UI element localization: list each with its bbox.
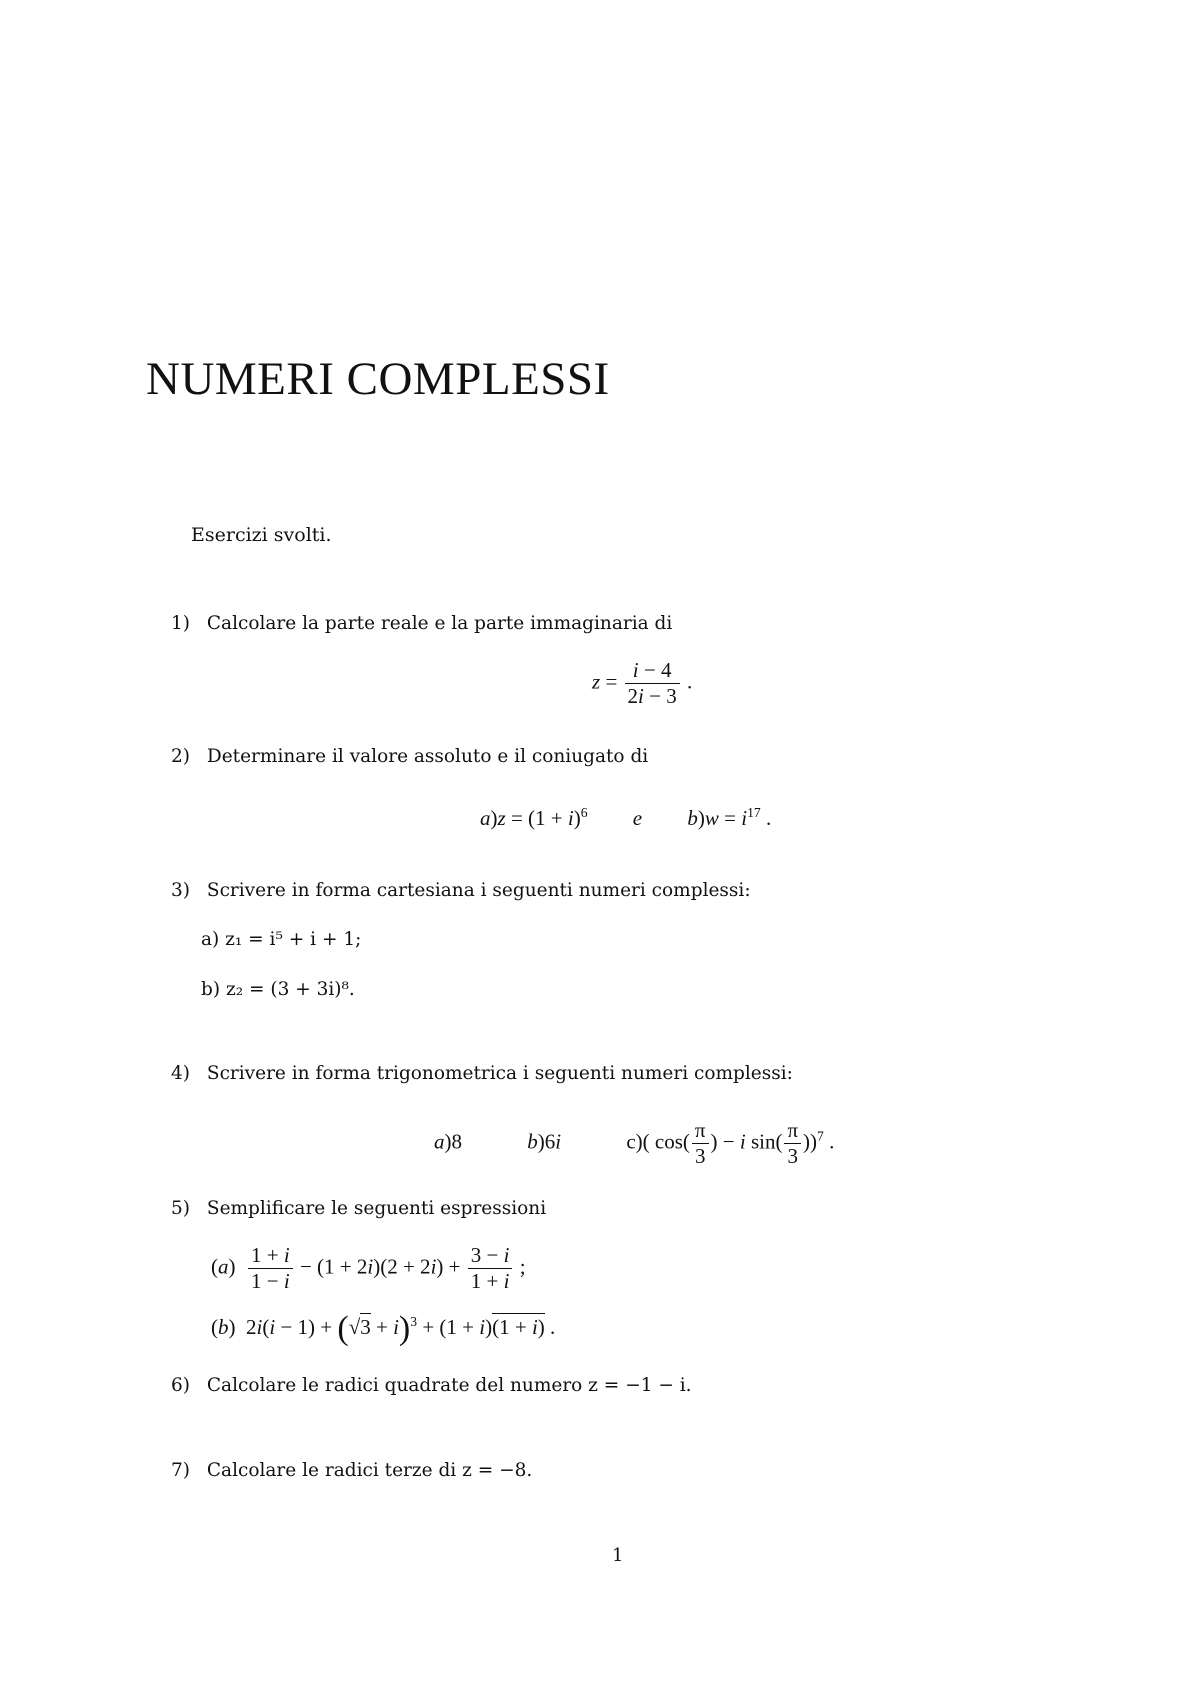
exercise-number: 3) — [171, 880, 190, 901]
exercise-4 — [171, 1063, 793, 1084]
exercise-5 — [171, 1198, 546, 1219]
exercise-3b: b) z₂ = (3 + 3i)⁸. — [201, 979, 355, 1000]
exercise-number: 6) — [171, 1375, 190, 1396]
exercise-3a: a) z₁ = i⁵ + i + 1; — [201, 929, 362, 950]
formula-5b: (b) $2i(i - 1) + (√3 + i)^3 + (1 + i)(1 + i)$ . — [211, 1310, 556, 1347]
exercise-6 — [171, 1375, 692, 1396]
exercise-text: Calcolare le radici terze di z = −8. — [206, 1460, 533, 1481]
exercise-7 — [171, 1460, 532, 1481]
exercise-1 — [171, 613, 672, 634]
section-subtitle: Esercizi svolti. — [191, 524, 332, 546]
exercise-text: Calcolare la parte reale e la parte immaginaria di — [206, 613, 673, 634]
page-title: NUMERI COMPLESSI — [146, 353, 610, 405]
exercise-number: 5) — [171, 1198, 190, 1219]
exercise-text: Scrivere in forma cartesiana i seguenti numeri complessi: — [206, 880, 751, 901]
exercise-3 — [171, 880, 751, 901]
exercise-number: 4) — [171, 1063, 190, 1084]
exercise-text: Scrivere in forma trigonometrica i seguenti numeri complessi: — [206, 1063, 793, 1084]
formula-5a: (a) $\frac{1 + i}{1 - i}$ − (1 + 2i)(2 + 2i) + $\frac{3 - i}{1 + i}$ ; — [211, 1243, 526, 1293]
exercise-text: Semplificare le seguenti espressioni — [206, 1198, 547, 1219]
exercise-number: 7) — [171, 1460, 190, 1481]
exercise-number: 2) — [171, 746, 190, 767]
exercise-2 — [171, 746, 648, 767]
formula-4: a)8 b)6i c)( cos( $\frac{\pi}{3}$ ) − i sin( $\frac{\pi}{3}$ ))$^7$ . — [434, 1118, 835, 1168]
formula-1: z = $\frac{i - 4}{2i - 3}$ . — [592, 658, 693, 708]
exercise-text: Calcolare le radici quadrate del numero z = −1 − i. — [206, 1375, 692, 1396]
exercise-text: Determinare il valore assoluto e il coniugato di — [206, 746, 649, 767]
exercise-number: 1) — [171, 613, 190, 634]
page-number: 1 — [612, 1545, 624, 1566]
formula-2: $a)z = (1 + i)^6$ e $b)w = i^{17}$ . — [480, 805, 772, 830]
